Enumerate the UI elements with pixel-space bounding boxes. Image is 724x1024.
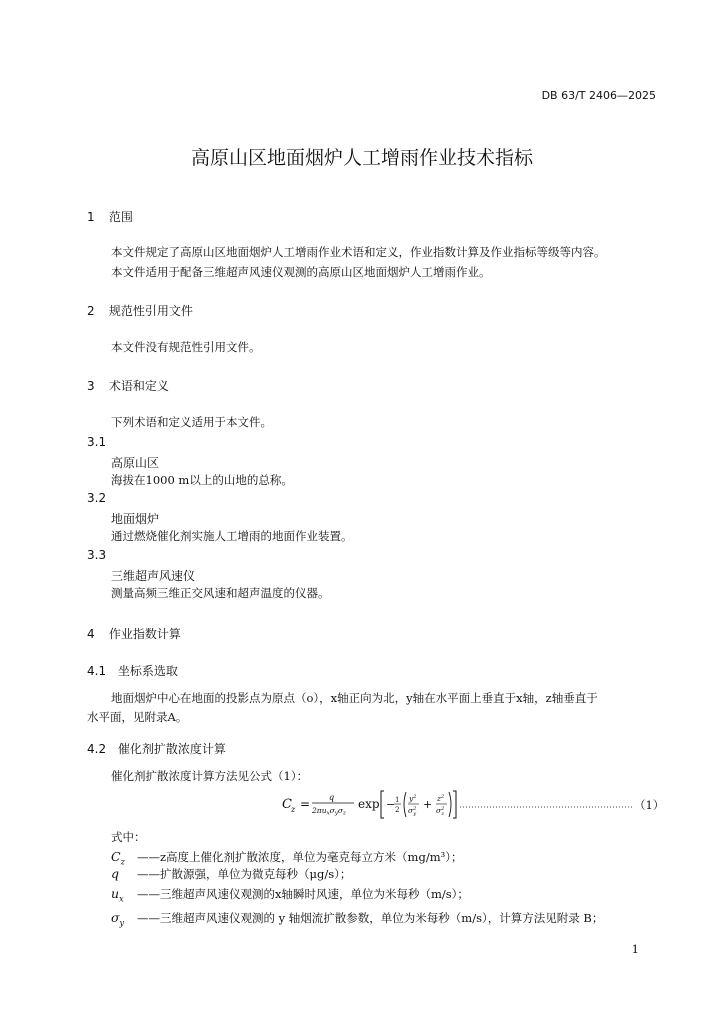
formula-number: （1）	[634, 798, 665, 812]
paragraph: 下列术语和定义适用于本文件。	[111, 415, 272, 429]
section-number: 4.1	[87, 664, 107, 678]
right-paren	[449, 792, 451, 817]
document-code: DB 63/T 2406—2025	[541, 89, 656, 102]
section-heading-2	[87, 302, 193, 319]
section-heading-3	[87, 377, 169, 394]
sigma-y-squared: $\sigma^2$ y	[408, 806, 417, 817]
formula-denominator: $2\pi u_x\sigma_y\sigma_z$	[312, 806, 346, 817]
section-number: 2	[87, 304, 95, 318]
formula-plus: +	[423, 798, 433, 811]
paragraph: 本文件规定了高原山区地面烟炉人工增雨作业术语和定义，作业指数计算及作业指标等级等内容。	[111, 245, 606, 259]
variable-symbol: q	[111, 866, 120, 881]
subsection-heading-4-1	[87, 662, 178, 679]
variable-symbol: $C_z$	[111, 849, 125, 867]
section-title: 作业指数计算	[108, 627, 181, 641]
term-definition: 测量高频三维正交风速和超声温度的仪器。	[111, 586, 330, 600]
term-number: 3.2	[87, 491, 107, 505]
variable-row	[111, 910, 603, 932]
page-title: 高原山区地面烟炉人工增雨作业技术指标	[190, 147, 533, 169]
variable-symbol: $u_x$	[111, 886, 124, 904]
term-definition: 海拔在1000 m以上的山地的总称。	[111, 473, 293, 487]
formula-numerator: q	[329, 793, 335, 802]
variable-description: ——三维超声风速仪观测的 y 轴烟流扩散参数，单位为米每秒（m/s），计算方法见附录 B；	[137, 911, 604, 925]
half-den: 2	[395, 806, 400, 814]
term-definition: 通过燃烧催化剂实施人工增雨的地面作业装置。	[111, 529, 353, 543]
section-title: 坐标系选取	[117, 664, 178, 678]
paragraph: 本文件没有规范性引用文件。	[111, 340, 261, 354]
variable-description: ——z高度上催化剂扩散浓度，单位为毫克每立方米（mg/m³）；	[137, 850, 463, 864]
section-title: 范围	[108, 210, 133, 224]
paragraph: 地面烟炉中心在地面的投影点为原点（o），x轴正向为北，y轴在水平面上垂直于x轴，z轴垂直于	[111, 691, 598, 705]
section-number: 4.2	[87, 742, 107, 756]
formula-lhs-sub: z	[291, 805, 296, 814]
formula-graphic	[282, 788, 654, 822]
formula-lhs: C	[282, 797, 292, 812]
variable-description: ——扩散源强，单位为微克每秒（μg/s）；	[137, 867, 352, 881]
variable-symbol: $\sigma_y$	[111, 910, 125, 928]
left-bracket	[381, 791, 384, 818]
term-name: 高原山区	[111, 456, 160, 470]
sigma-z-squared: $\sigma^2$ z	[436, 806, 445, 817]
paragraph: 催化剂扩散浓度计算方法见公式（1）：	[111, 769, 309, 783]
variable-description: ——三维超声风速仪观测的x轴瞬时风速，单位为米每秒（m/s）；	[137, 887, 469, 901]
paragraph: 水平面，见附录A。	[87, 710, 188, 724]
variable-row	[111, 886, 469, 908]
term-number: 3.1	[87, 435, 107, 449]
section-number: 4	[87, 627, 95, 641]
page-number: 1	[631, 942, 639, 956]
section-title: 术语和定义	[108, 379, 169, 393]
formula-1	[282, 788, 665, 822]
where-label: 式中：	[111, 830, 146, 844]
left-paren	[404, 792, 406, 817]
term-number: 3.3	[87, 548, 107, 562]
half-num: 1	[395, 796, 400, 804]
section-title: 催化剂扩散浓度计算	[117, 742, 226, 756]
z-squared: $z^2$	[437, 794, 445, 803]
formula-equals: =	[300, 797, 311, 811]
section-heading-4	[87, 625, 181, 642]
term-name: 地面烟炉	[111, 512, 160, 526]
y-squared: $y^2$	[409, 794, 417, 803]
formula-exp: exp	[358, 797, 380, 811]
subsection-heading-4-2	[87, 740, 226, 757]
term-name: 三维超声风速仪	[111, 569, 196, 583]
section-number: 3	[87, 379, 95, 393]
section-number: 1	[87, 210, 95, 224]
section-title: 规范性引用文件	[108, 304, 193, 318]
section-heading-1	[87, 208, 133, 225]
right-bracket	[453, 791, 456, 818]
variable-row	[111, 866, 351, 888]
paragraph: 本文件适用于配备三维超声风速仪观测的高原山区地面烟炉人工增雨作业。	[111, 265, 491, 279]
formula-minus: −	[386, 798, 396, 811]
